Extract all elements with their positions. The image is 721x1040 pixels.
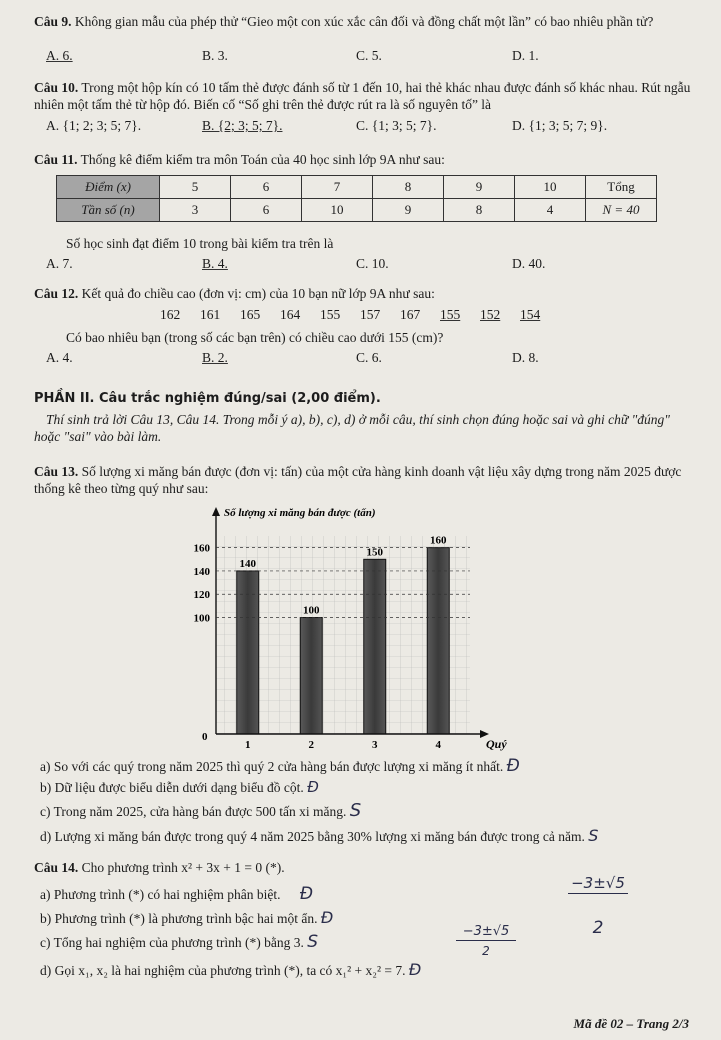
item-text: c) Tổng hai nghiệm của phương trình (*) bằng 3. xyxy=(40,935,304,950)
item-text: c) Trong năm 2025, cửa hàng bán được 500 tấn xi măng. xyxy=(40,804,347,819)
x-tick-label: 4 xyxy=(435,739,441,751)
table-cell: 6 xyxy=(231,176,302,199)
item-text: a) So với các quý trong năm 2025 thì quý 2 cửa hàng bán được lượng xi măng ít nhất. xyxy=(40,759,504,774)
handwritten-mark: S xyxy=(307,932,319,952)
question-14-title: Câu 14. xyxy=(34,860,79,875)
q14-item-a xyxy=(40,884,460,905)
table-cell: 8 xyxy=(373,176,444,199)
option-b: B. 3. xyxy=(202,48,228,63)
y-tick-label: 100 xyxy=(193,612,210,625)
question-9 xyxy=(34,14,694,31)
bar-value-label: 150 xyxy=(366,546,383,559)
item-text: d) Lượng xi măng bán được trong quý 4 năm 2025 bằng 30% lượng xi măng bán được trong cả năm. xyxy=(40,829,585,844)
heights-list xyxy=(160,307,580,327)
option-a: A. 4. xyxy=(46,350,73,365)
list-item: 167 xyxy=(400,307,421,322)
handwritten-mark: Đ xyxy=(408,960,422,979)
part-2-instruction: Thí sinh trả lời Câu 13, Câu 14. Trong mỗi ý a), b), c), d) ở mỗi câu, thí sinh chọn đúng hoặc sai và ghi chữ "đúng" hoặc "sai" vào bài làm. xyxy=(34,412,670,444)
question-12 xyxy=(34,286,694,303)
option-d: D. 40. xyxy=(512,256,546,271)
y-tick-label: 120 xyxy=(193,589,210,602)
table-cell: 9 xyxy=(444,176,515,199)
x-tick-label: 2 xyxy=(308,739,314,751)
question-12-options xyxy=(46,350,686,368)
question-12-text: Kết quả đo chiều cao (đơn vị: cm) của 10 bạn nữ lớp 9A như sau: xyxy=(81,286,435,301)
margin-note-numerator-2: −3±√5 xyxy=(456,924,516,941)
q13-item-a xyxy=(40,756,700,777)
list-item: 152 xyxy=(480,307,501,322)
list-item: 164 xyxy=(280,307,301,322)
list-item: 155 xyxy=(440,307,461,322)
list-item: 162 xyxy=(160,307,181,322)
list-item: 154 xyxy=(520,307,541,322)
table-cell: Điểm (x) xyxy=(57,176,160,199)
option-c: C. 5. xyxy=(356,48,382,63)
option-b: B. 2. xyxy=(202,350,228,365)
margin-note-denominator: 2 xyxy=(592,918,604,938)
table-cell: 9 xyxy=(373,199,444,222)
bar xyxy=(427,548,449,734)
page-footer: Mã đề 02 – Trang 2/3 xyxy=(573,1015,689,1031)
option-d: D. {1; 3; 5; 7; 9}. xyxy=(512,118,608,133)
item-text: d) Gọi x₁, x₂ là hai nghiệm của phương trình (*), ta có x₁² + x₂² = 7. xyxy=(40,963,406,978)
margin-note-numerator: −3±√5 xyxy=(568,874,628,894)
item-text: b) Phương trình (*) là phương trình bậc hai một ẩn. xyxy=(40,911,318,926)
option-a: A. 7. xyxy=(46,256,73,271)
handwritten-mark: Đ xyxy=(506,756,520,776)
margin-note-denominator-2: 2 xyxy=(482,944,490,958)
y-tick-label: 140 xyxy=(193,565,210,578)
bar-value-label: 140 xyxy=(239,557,256,570)
table-cell: Tần số (n) xyxy=(57,199,160,222)
bar-value-label: 100 xyxy=(303,604,320,617)
option-d: D. 8. xyxy=(512,350,539,365)
bar xyxy=(364,559,386,734)
question-11-text: Thống kê điểm kiểm tra môn Toán của 40 học sinh lớp 9A như sau: xyxy=(80,152,445,167)
y-axis-arrow xyxy=(212,507,220,516)
bar-value-label: 160 xyxy=(430,534,447,547)
origin-label: 0 xyxy=(202,731,208,743)
list-item: 157 xyxy=(360,307,381,322)
bar xyxy=(300,618,322,734)
option-b: B. {2; 3; 5; 7}. xyxy=(202,118,283,133)
option-b: B. 4. xyxy=(202,256,228,271)
q13-item-b xyxy=(40,778,700,797)
q14-item-b xyxy=(40,908,460,928)
handwritten-mark: S xyxy=(349,800,362,821)
item-text: a) Phương trình (*) có hai nghiệm phân biệt. xyxy=(40,887,281,902)
handwritten-mark: Đ xyxy=(299,884,314,904)
q13-item-c xyxy=(40,800,700,823)
list-item: 165 xyxy=(240,307,261,322)
table-row xyxy=(57,176,657,199)
option-c: C. {1; 3; 5; 7}. xyxy=(356,118,437,133)
bar xyxy=(237,571,259,734)
question-9-title: Câu 9. xyxy=(34,14,72,29)
option-d: D. 1. xyxy=(512,48,539,63)
table-cell: 6 xyxy=(231,199,302,222)
y-tick-label: 160 xyxy=(193,542,210,555)
question-14-text: Cho phương trình x² + 3x + 1 = 0 (*). xyxy=(81,860,285,875)
table-cell: 3 xyxy=(160,199,231,222)
question-9-options xyxy=(46,48,686,66)
question-10-options xyxy=(46,118,686,136)
handwritten-mark: Đ xyxy=(307,778,319,796)
option-a: A. 6. xyxy=(46,48,73,63)
table-cell: 7 xyxy=(302,176,373,199)
item-text: b) Dữ liệu được biểu diễn dưới dạng biểu đồ cột. xyxy=(40,780,304,795)
question-13 xyxy=(34,464,694,498)
handwritten-mark: Đ xyxy=(320,908,334,927)
x-tick-label: 1 xyxy=(245,739,251,751)
question-11-title: Câu 11. xyxy=(34,152,78,167)
part-2-title: PHẦN II. Câu trắc nghiệm đúng/sai (2,00 điểm). xyxy=(34,391,381,406)
table-cell: 4 xyxy=(515,199,586,222)
question-12-title: Câu 12. xyxy=(34,286,79,301)
question-12-prompt: Có bao nhiêu bạn (trong số các bạn trên) có chiều cao dưới 155 (cm)? xyxy=(66,330,444,345)
option-c: C. 6. xyxy=(356,350,382,365)
cement-sales-bar-chart xyxy=(180,502,540,752)
question-13-title: Câu 13. xyxy=(34,464,79,479)
q14-item-c xyxy=(40,932,460,953)
option-c: C. 10. xyxy=(356,256,389,271)
handwritten-mark: S xyxy=(588,826,599,845)
table-cell: 5 xyxy=(160,176,231,199)
q13-item-d xyxy=(40,826,700,846)
question-11-options xyxy=(46,256,686,274)
table-cell: 10 xyxy=(302,199,373,222)
question-10 xyxy=(34,80,694,114)
table-cell: 10 xyxy=(515,176,586,199)
list-item: 155 xyxy=(320,307,341,322)
table-cell: Tổng xyxy=(586,176,657,199)
question-13-text: Số lượng xi măng bán được (đơn vị: tấn) của một cửa hàng kinh doanh vật liệu xây dựng trong năm 2025 được thống kê theo từng quý như sau: xyxy=(34,464,682,496)
table-cell: N = 40 xyxy=(586,199,657,222)
table-cell: 8 xyxy=(444,199,515,222)
y-axis-label: Số lượng xi măng bán được (tấn) xyxy=(224,507,376,519)
question-11 xyxy=(34,152,694,169)
list-item: 161 xyxy=(200,307,221,322)
question-9-text: Không gian mẫu của phép thử “Gieo một con xúc xắc cân đối và đồng chất một lần” có bao nhiêu phần tử? xyxy=(74,14,654,29)
x-axis-label: Quý xyxy=(486,737,507,751)
score-frequency-table-wrap xyxy=(56,175,657,222)
question-10-title: Câu 10. xyxy=(34,80,79,95)
question-11-prompt: Số học sinh đạt điểm 10 trong bài kiểm tra trên là xyxy=(66,236,334,251)
score-frequency-table xyxy=(56,175,657,222)
question-10-text: Trong một hộp kín có 10 tấm thẻ được đánh số từ 1 đến 10, hai thẻ khác nhau được đánh số khác nhau. Rút ngẫu nhiên một tấm thẻ từ hộp đó. Biến cố “Số ghi trên thẻ được rút ra là số nguyên tố” là xyxy=(34,80,691,112)
q14-item-d xyxy=(40,960,500,980)
x-tick-label: 3 xyxy=(372,739,378,751)
option-a: A. {1; 2; 3; 5; 7}. xyxy=(46,118,142,133)
table-row xyxy=(57,199,657,222)
